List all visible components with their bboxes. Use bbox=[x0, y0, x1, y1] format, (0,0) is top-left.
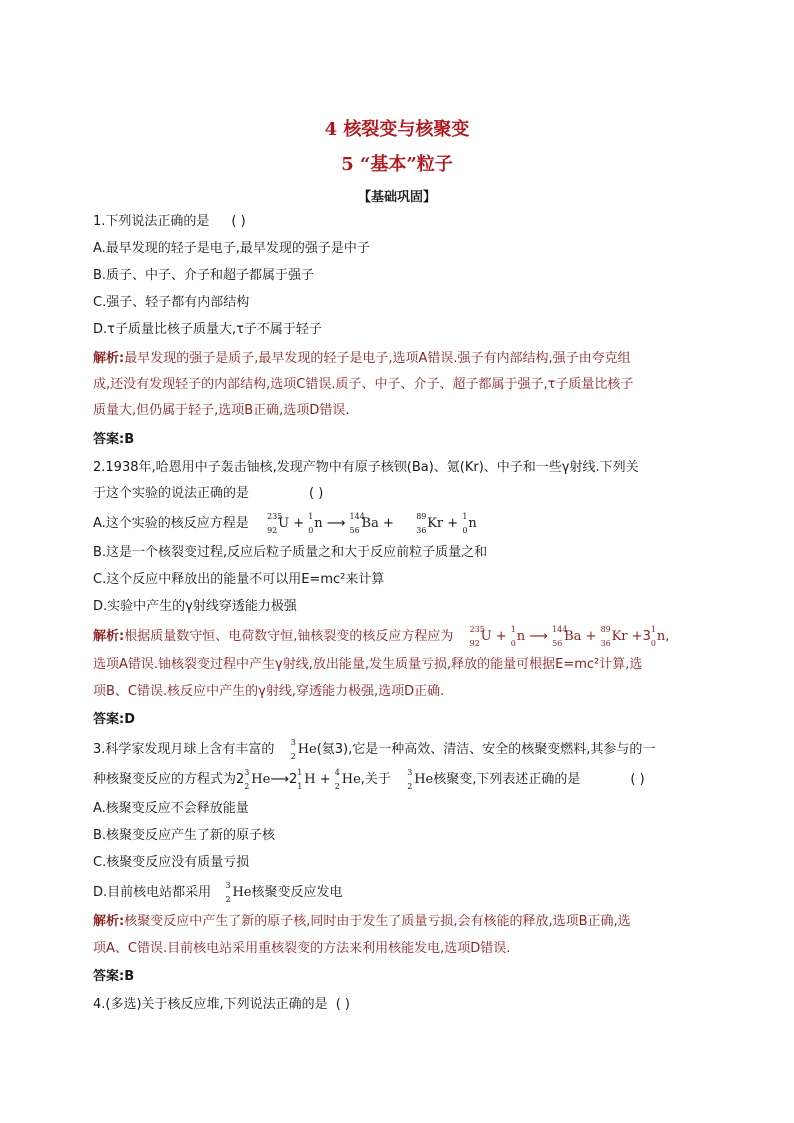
q1-option-c: C.强子、轻子都有内部结构 bbox=[93, 295, 250, 310]
q1-option-b: B.质子、中子、介子和超子都属于强子 bbox=[93, 268, 315, 283]
q3-option-c: C.核聚变反应没有质量亏损 bbox=[93, 855, 250, 870]
q2-stem-text: 于这个实验的说法正确的是 bbox=[93, 486, 250, 501]
q3-option-b: B.核聚变反应产生了新的原子核 bbox=[93, 828, 276, 843]
q3-iso-he3-b: 3 2 He bbox=[407, 768, 434, 791]
q3-analysis-label: 解析: bbox=[93, 914, 125, 929]
ana-iso-neutron: 1 0 n bbox=[510, 625, 526, 648]
q2-stem-line2 bbox=[93, 484, 323, 504]
iso-kr89: 89 36 Kr bbox=[416, 512, 444, 535]
iso-ba144: 144 56 Ba bbox=[349, 512, 379, 535]
q3-stem-line2: 种核聚变反应的方程式为2 3 2 He⟶2 1 1 H + 4 2 He,关于 3 2 He核聚变,下列表述正确的是 ( ) bbox=[93, 768, 645, 791]
q3-answer-value: B bbox=[124, 969, 135, 984]
iso-neutron: 1 0 n bbox=[308, 512, 323, 535]
chapter-title: 4 核裂变与核聚变 bbox=[324, 119, 470, 140]
ana-iso-neutrons: 1 0 n bbox=[650, 625, 666, 648]
q3-answer-label: 答案: bbox=[93, 969, 125, 984]
q1-paren: ( ) bbox=[231, 214, 246, 229]
q2-answer-value: D bbox=[124, 712, 135, 727]
q2-answer bbox=[93, 710, 135, 730]
q2-option-a-text: A.这个实验的核反应方程是 bbox=[93, 516, 249, 531]
ana-iso-kr89: 89 36 Kr bbox=[600, 625, 628, 648]
q4-stem-text: 4.(多选)关于核反应堆,下列说法正确的是 bbox=[93, 997, 328, 1012]
q3-option-d-text: D.目前核电站都采用 bbox=[93, 885, 212, 900]
q1-answer-value: B bbox=[124, 432, 135, 447]
eq-iso-he4: 4 2 He bbox=[334, 768, 361, 791]
q1-analysis-text1: 最早发现的强子是质子,最早发现的轻子是电子,选项A错误.强子有内部结构,强子由夸克组 bbox=[124, 351, 631, 366]
q1-option-d: D.τ子质量比核子质量大,τ子不属于轻子 bbox=[93, 322, 322, 337]
q2-paren: ( ) bbox=[309, 486, 324, 501]
q2-analysis-text1: 根据质量数守恒、电荷数守恒,铀核裂变的核反应方程应为 bbox=[124, 629, 454, 644]
ana-reaction-arrow: ⟶ bbox=[529, 629, 548, 644]
section-heading: 【基础巩固】 bbox=[357, 190, 436, 205]
q4-paren: ( ) bbox=[335, 997, 350, 1012]
q3-option-d bbox=[93, 883, 342, 903]
q1-stem bbox=[93, 212, 246, 232]
q1-analysis-label: 解析: bbox=[93, 351, 125, 366]
section-title: 5 “基本”粒子 bbox=[341, 154, 453, 175]
q2-analysis-line3: 项B、C错误.核反应中产生的γ射线,穿透能力极强,选项D正确. bbox=[93, 684, 445, 699]
q2-answer-label: 答案: bbox=[93, 712, 125, 727]
q2-analysis-line2: 选项A错误.铀核裂变过程中产生γ射线,放出能量,发生质量亏损,释放的能量可根据E=mc²计算,选 bbox=[93, 657, 643, 672]
q3-paren: ( ) bbox=[630, 772, 645, 787]
q3-option-a: A.核聚变反应不会释放能量 bbox=[93, 801, 249, 816]
q2-stem-line1: 2.1938年,哈恩用中子轰击铀核,发现产物中有原子核钡(Ba)、氪(Kr)、中子和一些γ射线.下列关 bbox=[93, 460, 639, 475]
q3-stem-line1 bbox=[93, 740, 655, 760]
q2-option-a: A.这个实验的核反应方程是 235 92 U + 1 0 n ⟶ 144 56 Ba + 89 36 Kr + 1 0 n bbox=[93, 512, 477, 535]
iso-u235: 235 92 U bbox=[267, 512, 290, 535]
q3-stem-text2: (氦3),它是一种高效、清洁、安全的核聚变燃料,其参与的一 bbox=[316, 742, 656, 757]
q3-stem-text1: 3.科学家发现月球上含有丰富的 bbox=[93, 742, 275, 757]
q1-option-a: A.最早发现的轻子是电子,最早发现的强子是中子 bbox=[93, 241, 370, 256]
q2-analysis-label: 解析: bbox=[93, 629, 125, 644]
q1-answer bbox=[93, 430, 134, 450]
q3-analysis-line1 bbox=[93, 912, 631, 932]
q3-iso-he3-d: 3 2 He bbox=[225, 881, 252, 904]
q3-answer bbox=[93, 967, 134, 987]
q2-option-d: D.实验中产生的γ射线穿透能力极强 bbox=[93, 599, 297, 614]
eq-iso-h1: 1 1 H bbox=[297, 768, 316, 791]
eq-iso-he3: 3 2 He bbox=[244, 768, 271, 791]
q3-stem-text3: 种核聚变反应的方程式为2 bbox=[93, 772, 245, 787]
q3-option-d-tail: 核聚变反应发电 bbox=[251, 885, 343, 900]
q1-analysis-line1 bbox=[93, 349, 631, 369]
q1-analysis-line2: 成,还没有发现轻子的内部结构,选项C错误.质子、中子、介子、超子都属于强子,τ子质量比核子 bbox=[93, 377, 634, 392]
q1-answer-label: 答案: bbox=[93, 432, 125, 447]
q4-stem bbox=[93, 995, 350, 1015]
q2-option-c: C.这个反应中释放出的能量不可以用E=mc²来计算 bbox=[93, 572, 385, 587]
q2-option-b: B.这是一个核裂变过程,反应后粒子质量之和大于反应前粒子质量之和 bbox=[93, 545, 488, 560]
q3-stem-text5: 核聚变,下列表述正确的是 bbox=[433, 772, 581, 787]
q3-stem-text4: ,关于 bbox=[360, 772, 391, 787]
q3-analysis-text1: 核聚变反应中产生了新的原子核,同时由于发生了质量亏损,会有核能的释放,选项B正确,选 bbox=[124, 914, 631, 929]
q1-analysis-line3: 质量大,但仍属于轻子,选项B正确,选项D错误. bbox=[93, 403, 350, 418]
ana-iso-ba144: 144 56 Ba bbox=[552, 625, 582, 648]
q2-analysis-line1: 解析:根据质量数守恒、电荷数守恒,铀核裂变的核反应方程应为 235 92 U + 1 0 n ⟶ 144 56 Ba + 89 36 Kr +3 1 0 n, bbox=[93, 625, 670, 648]
fusion-arrow: ⟶ bbox=[270, 772, 289, 787]
q3-analysis-line2: 项A、C错误.目前核电站采用重核裂变的方法来利用核能发电,选项D错误. bbox=[93, 941, 511, 956]
ana-iso-u235: 235 92 U bbox=[469, 625, 492, 648]
iso-neutron-product: 1 0 n bbox=[462, 512, 477, 535]
q1-stem-text: 1.下列说法正确的是 bbox=[93, 214, 210, 229]
iso-he3: 3 2 He bbox=[290, 738, 317, 761]
reaction-arrow: ⟶ bbox=[326, 516, 346, 531]
